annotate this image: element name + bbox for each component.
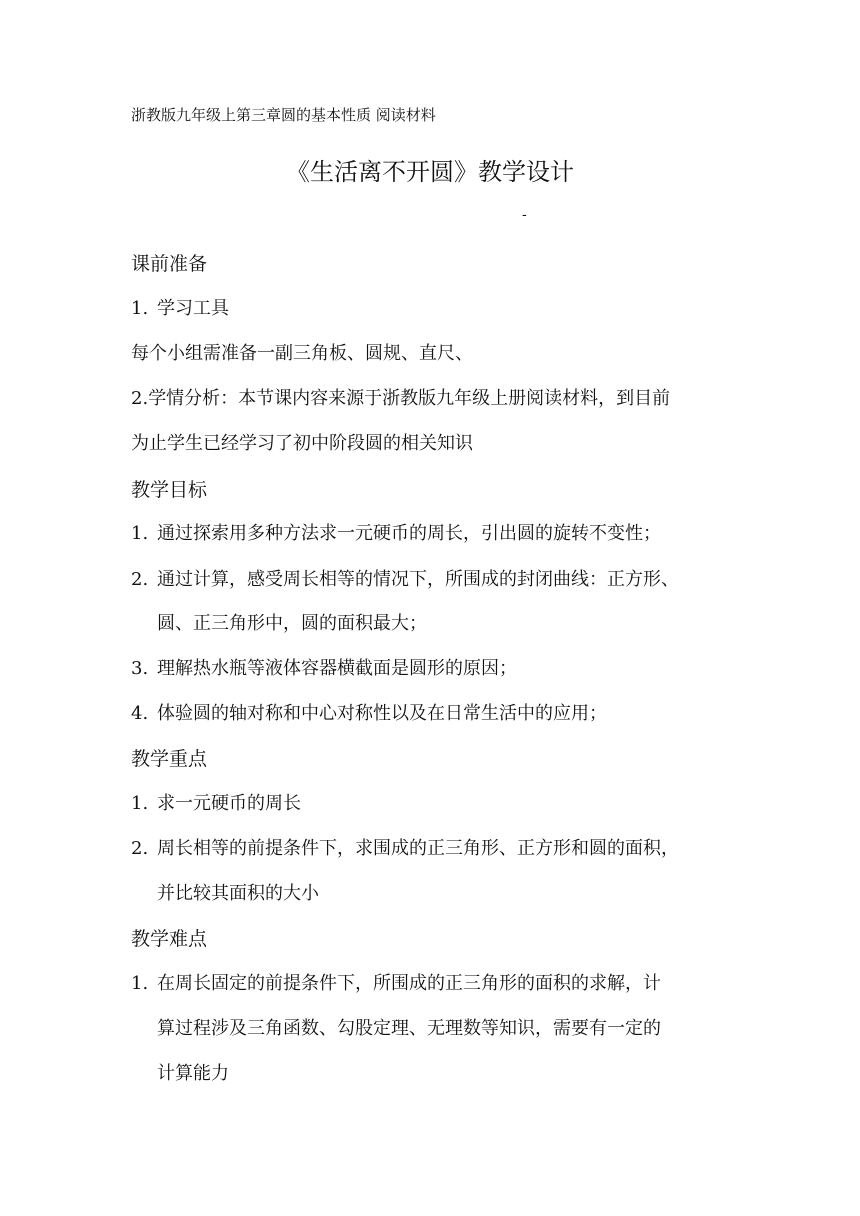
goal-item-1 — [131, 522, 661, 546]
list-number: 2. — [131, 838, 149, 859]
section-heading-goals: 教学目标 — [131, 479, 208, 501]
goal-item-2-continued: 圆、正三角形中，圆的面积最大； — [157, 613, 427, 634]
list-item-text: 在周长固定的前提条件下，所围成的正三角形的面积的求解，计 — [157, 973, 661, 994]
goal-item-3 — [131, 657, 517, 681]
list-number: 1. — [131, 298, 149, 319]
prep-tools-text: 每个小组需准备一副三角板、圆规、直尺、 — [131, 343, 473, 364]
list-item-text: 体验圆的轴对称和中心对称性以及在日常生活中的应用； — [157, 703, 607, 724]
key-point-item-1 — [131, 792, 301, 816]
goal-item-2 — [131, 568, 679, 592]
list-number: 1. — [131, 973, 149, 994]
list-item-text: 学习工具 — [157, 298, 229, 319]
prep-analysis-line-1 — [131, 387, 670, 411]
difficulty-item-1-continued-2: 计算能力 — [157, 1063, 229, 1084]
goal-item-4 — [131, 702, 607, 726]
document-header: 浙教版九年级上第三章圆的基本性质 阅读材料 — [131, 106, 436, 124]
list-item-text: 学情分析：本节课内容来源于浙教版九年级上册阅读材料，到目前 — [148, 388, 671, 409]
list-item-text: 求一元硬币的周长 — [157, 793, 301, 814]
section-heading-prep: 课前准备 — [131, 253, 208, 275]
list-item-text: 理解热水瓶等液体容器横截面是圆形的原因； — [157, 658, 517, 679]
key-point-item-2 — [131, 837, 679, 861]
difficulty-item-1 — [131, 972, 661, 996]
section-heading-key-points: 教学重点 — [131, 748, 208, 770]
list-item-text: 周长相等的前提条件下，求围成的正三角形、正方形和圆的面积， — [157, 838, 679, 859]
section-heading-difficulties: 教学难点 — [131, 928, 208, 950]
list-number: 4. — [131, 703, 149, 724]
list-number: 1. — [131, 793, 149, 814]
document-title: 《生活离不开圆》教学设计 — [286, 158, 574, 186]
list-number: 3. — [131, 658, 149, 679]
list-number: 1. — [131, 523, 149, 544]
list-number: 2. — [131, 569, 149, 590]
prep-analysis-line-2: 为止学生已经学习了初中阶段圆的相关知识 — [131, 433, 473, 454]
prep-item-1 — [131, 297, 229, 321]
list-item-text: 通过计算，感受周长相等的情况下，所围成的封闭曲线：正方形、 — [157, 569, 679, 590]
list-number: 2. — [131, 388, 149, 409]
dash-mark: - — [522, 207, 527, 223]
key-point-item-2-continued: 并比较其面积的大小 — [157, 883, 319, 904]
list-item-text: 通过探索用多种方法求一元硬币的周长，引出圆的旋转不变性； — [157, 523, 661, 544]
difficulty-item-1-continued-1: 算过程涉及三角函数、勾股定理、无理数等知识，需要有一定的 — [157, 1018, 661, 1039]
